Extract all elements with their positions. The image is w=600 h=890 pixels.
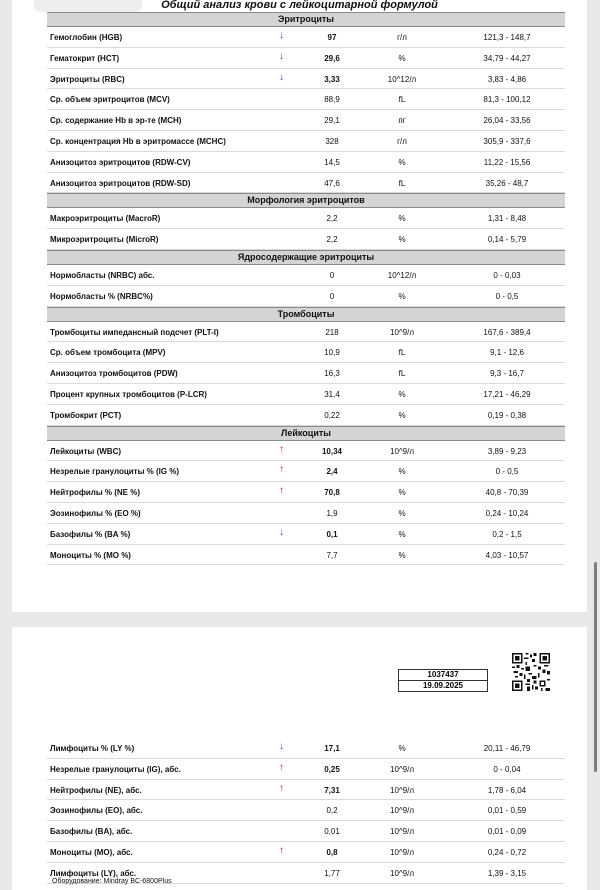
result-unit: fL <box>398 95 406 105</box>
reference-range: 34,79 - 44,27 <box>483 53 531 63</box>
result-value: 16,3 <box>324 369 340 379</box>
reference-range: 0 - 0,04 <box>493 764 521 774</box>
test-name: Нейтрофилы (NE), абс. <box>50 785 142 795</box>
test-name: Ср. концентрация Hb в эритромассе (MCHC) <box>50 136 226 146</box>
result-value: 0,01 <box>324 827 340 837</box>
reference-range: 35,26 - 48,7 <box>485 178 529 188</box>
result-value: 10,9 <box>324 348 340 358</box>
test-name: Анизоцитоз эритроцитов (RDW-CV) <box>50 157 191 167</box>
test-name: Тромбоциты импедансный подсчет (PLT-I) <box>50 327 219 337</box>
test-name: Нейтрофилы % (NE %) <box>50 488 141 498</box>
result-value: 0 <box>329 291 335 301</box>
result-unit: % <box>398 529 406 539</box>
arrow-down-icon: ↓ <box>279 71 284 83</box>
result-row <box>47 286 565 307</box>
arrow-down-icon: ↓ <box>279 526 284 538</box>
result-value: 0,2 <box>326 806 338 816</box>
reference-range: 40,8 - 70,39 <box>485 488 529 498</box>
result-value: 3,33 <box>324 74 340 84</box>
result-row <box>47 738 565 759</box>
result-unit: % <box>398 157 406 167</box>
results-table <box>47 12 565 565</box>
section-header: Тромбоциты <box>47 307 565 322</box>
sample-id-box <box>398 669 488 692</box>
reference-range: 20,11 - 46,79 <box>483 744 531 753</box>
results-table-continued <box>47 738 565 884</box>
report-page-2 <box>12 627 587 890</box>
result-row <box>47 27 565 48</box>
arrow-up-icon: ↑ <box>279 443 284 455</box>
result-row <box>47 842 565 863</box>
scrollbar[interactable] <box>594 562 597 772</box>
result-unit: % <box>398 53 406 63</box>
test-name: Ср. объем тромбоцита (MPV) <box>50 348 166 358</box>
test-name: Моноциты % (MO %) <box>50 550 131 560</box>
result-unit: пг <box>398 116 406 126</box>
result-row <box>47 208 565 229</box>
test-name: Лимфоциты (LY), абс. <box>50 868 137 878</box>
arrow-up-icon: ↑ <box>279 844 284 856</box>
result-row <box>47 524 565 545</box>
result-value: 2,2 <box>326 235 338 245</box>
test-name: Незрелые гранулоциты (IG), абс. <box>50 764 181 774</box>
test-name: Базофилы (BA), абс. <box>50 827 133 837</box>
result-unit: 10^9/л <box>390 764 414 774</box>
result-value: 2,2 <box>326 214 338 224</box>
test-name: Эозинофилы % (EO %) <box>50 508 141 518</box>
report-page-1 <box>12 0 587 612</box>
test-name: Лейкоциты (WBC) <box>50 446 122 456</box>
reference-range: 1,31 - 8,48 <box>487 214 527 224</box>
sample-date: 19.09.2025 <box>399 680 487 691</box>
test-name: Микроэритроциты (MicroR) <box>50 235 159 245</box>
result-unit: % <box>398 744 406 753</box>
equipment-note: Оборудование: Mindray BC-6800Plus <box>52 878 172 885</box>
result-row <box>47 545 565 566</box>
result-value: 14,5 <box>324 157 340 167</box>
result-row <box>47 342 565 363</box>
result-unit: fL <box>398 178 406 188</box>
sample-id: 1037437 <box>427 670 459 679</box>
test-name: Ср. содержание Hb в эр-те (MCH) <box>50 116 182 126</box>
result-row <box>47 131 565 152</box>
reference-range: 26,04 - 33,56 <box>483 116 531 126</box>
reference-range: 0 - 0,03 <box>493 270 521 280</box>
result-unit: 10^9/л <box>390 868 414 878</box>
reference-range: 305,9 - 337,6 <box>483 136 531 146</box>
test-name: Лимфоциты % (LY %) <box>50 744 135 753</box>
reference-range: 17,21 - 46,29 <box>483 389 531 399</box>
result-unit: fL <box>398 348 406 358</box>
result-unit: 10^12/л <box>387 270 417 280</box>
reference-range: 167,6 - 389,4 <box>483 327 531 337</box>
test-name: Процент крупных тромбоцитов (P-LCR) <box>50 389 207 399</box>
result-value: 70,8 <box>324 488 340 498</box>
result-row <box>47 110 565 131</box>
result-row <box>47 384 565 405</box>
result-value: 97 <box>327 33 337 42</box>
result-row <box>47 152 565 173</box>
result-row <box>47 821 565 842</box>
result-row <box>47 363 565 384</box>
reference-range: 0,01 - 0,59 <box>487 806 527 816</box>
result-row <box>47 780 565 801</box>
test-name: Базофилы % (BA %) <box>50 529 131 539</box>
arrow-up-icon: ↑ <box>279 761 284 773</box>
test-name: Тромбокрит (PCT) <box>50 410 122 420</box>
test-name: Эозинофилы (EO), абс. <box>50 806 143 816</box>
result-value: 10,34 <box>321 446 343 456</box>
result-value: 1,77 <box>324 868 340 878</box>
result-value: 328 <box>325 136 339 146</box>
test-name: Макроэритроциты (MacroR) <box>50 214 161 224</box>
reference-range: 3,89 - 9,23 <box>487 446 527 456</box>
qr-code-icon <box>512 653 550 691</box>
test-name: Гематокрит (HCT) <box>50 53 120 63</box>
test-name: Моноциты (MO), абс. <box>50 847 133 857</box>
result-value: 0,1 <box>326 529 338 539</box>
result-row <box>47 265 565 286</box>
reference-range: 4,03 - 10,57 <box>485 550 529 560</box>
result-unit: % <box>398 488 406 498</box>
arrow-up-icon: ↑ <box>279 485 284 497</box>
result-value: 218 <box>325 327 339 337</box>
result-unit: % <box>398 235 406 245</box>
result-unit: 10^9/л <box>390 806 414 816</box>
result-unit: 10^12/л <box>387 74 417 84</box>
test-name: Эритроциты (RBC) <box>50 74 125 84</box>
result-value: 2,4 <box>326 467 338 477</box>
section-header: Ядросодержащие эритроциты <box>47 250 565 265</box>
reference-range: 0,14 - 5,79 <box>487 235 527 245</box>
test-name: Незрелые гранулоциты % (IG %) <box>50 467 180 477</box>
result-value: 0,25 <box>324 764 340 774</box>
section-header: Морфология эритроцитов <box>47 193 565 208</box>
result-row <box>47 69 565 90</box>
result-value: 0,8 <box>326 847 338 857</box>
result-unit: г/л <box>397 136 407 146</box>
result-row <box>47 461 565 482</box>
result-row <box>47 800 565 821</box>
reference-range: 1,39 - 3,15 <box>487 868 527 878</box>
result-value: 29,1 <box>324 116 340 126</box>
result-unit: % <box>398 508 406 518</box>
test-name: Нормобласты % (NRBC%) <box>50 291 153 301</box>
arrow-up-icon: ↑ <box>279 464 284 476</box>
result-row <box>47 759 565 780</box>
result-value: 31,4 <box>324 389 340 399</box>
result-row <box>47 441 565 462</box>
result-unit: % <box>398 389 406 399</box>
section-header: Эритроциты <box>47 12 565 27</box>
report-title: Общий анализ крови с лейкоцитарной формулой <box>161 0 438 11</box>
reference-range: 0,24 - 10,24 <box>485 508 529 518</box>
result-unit: 10^9/л <box>390 785 414 795</box>
reference-range: 3,83 - 4,86 <box>487 74 527 84</box>
test-name: Гемоглобин (HGB) <box>50 33 123 42</box>
reference-range: 121,3 - 148,7 <box>483 33 531 42</box>
result-value: 7,31 <box>324 785 340 795</box>
reference-range: 9,3 - 16,7 <box>490 369 524 379</box>
reference-range: 0,24 - 0,72 <box>487 847 527 857</box>
result-unit: г/л <box>397 33 407 42</box>
test-name: Ср. объем эритроцитов (MCV) <box>50 95 170 105</box>
result-value: 7,7 <box>326 550 338 560</box>
reference-range: 0,2 - 1,5 <box>492 529 522 539</box>
reference-range: 9,1 - 12,6 <box>490 348 524 358</box>
test-name: Нормобласты (NRBC) абс. <box>50 270 155 280</box>
result-unit: fL <box>398 369 406 379</box>
arrow-down-icon: ↓ <box>279 50 284 62</box>
result-row <box>47 482 565 503</box>
result-unit: % <box>398 291 406 301</box>
result-unit: % <box>398 214 406 224</box>
result-row <box>47 322 565 343</box>
reference-range: 0,01 - 0,09 <box>487 827 527 837</box>
section-header: Лейкоциты <box>47 426 565 441</box>
result-unit: % <box>398 467 406 477</box>
test-name: Анизоцитоз эритроцитов (RDW-SD) <box>50 178 191 188</box>
arrow-down-icon: ↓ <box>279 741 284 752</box>
arrow-up-icon: ↑ <box>279 782 284 794</box>
result-value: 0,22 <box>324 410 340 420</box>
result-value: 47,6 <box>324 178 340 188</box>
reference-range: 1,78 - 6,04 <box>487 785 527 795</box>
test-name: Анизоцитоз тромбоцитов (PDW) <box>50 369 178 379</box>
reference-range: 0 - 0,5 <box>495 291 519 301</box>
result-unit: 10^9/л <box>390 327 414 337</box>
reference-range: 81,3 - 100,12 <box>483 95 531 105</box>
result-row <box>47 89 565 110</box>
result-row <box>47 48 565 69</box>
result-value: 29,6 <box>324 53 340 63</box>
reference-range: 11,22 - 15,56 <box>483 157 531 167</box>
result-value: 17,1 <box>324 744 340 753</box>
result-value: 0 <box>329 270 335 280</box>
result-row <box>47 229 565 250</box>
result-unit: 10^9/л <box>390 446 414 456</box>
result-row <box>47 173 565 194</box>
result-unit: % <box>398 550 406 560</box>
reference-range: 0,19 - 0,38 <box>487 410 527 420</box>
result-unit: 10^9/л <box>390 827 414 837</box>
result-value: 88,9 <box>324 95 340 105</box>
result-row <box>47 503 565 524</box>
result-unit: % <box>398 410 406 420</box>
reference-range: 0 - 0,5 <box>495 467 519 477</box>
result-unit: 10^9/л <box>390 847 414 857</box>
result-value: 1,9 <box>326 508 338 518</box>
result-row <box>47 405 565 426</box>
arrow-down-icon: ↓ <box>279 30 284 41</box>
